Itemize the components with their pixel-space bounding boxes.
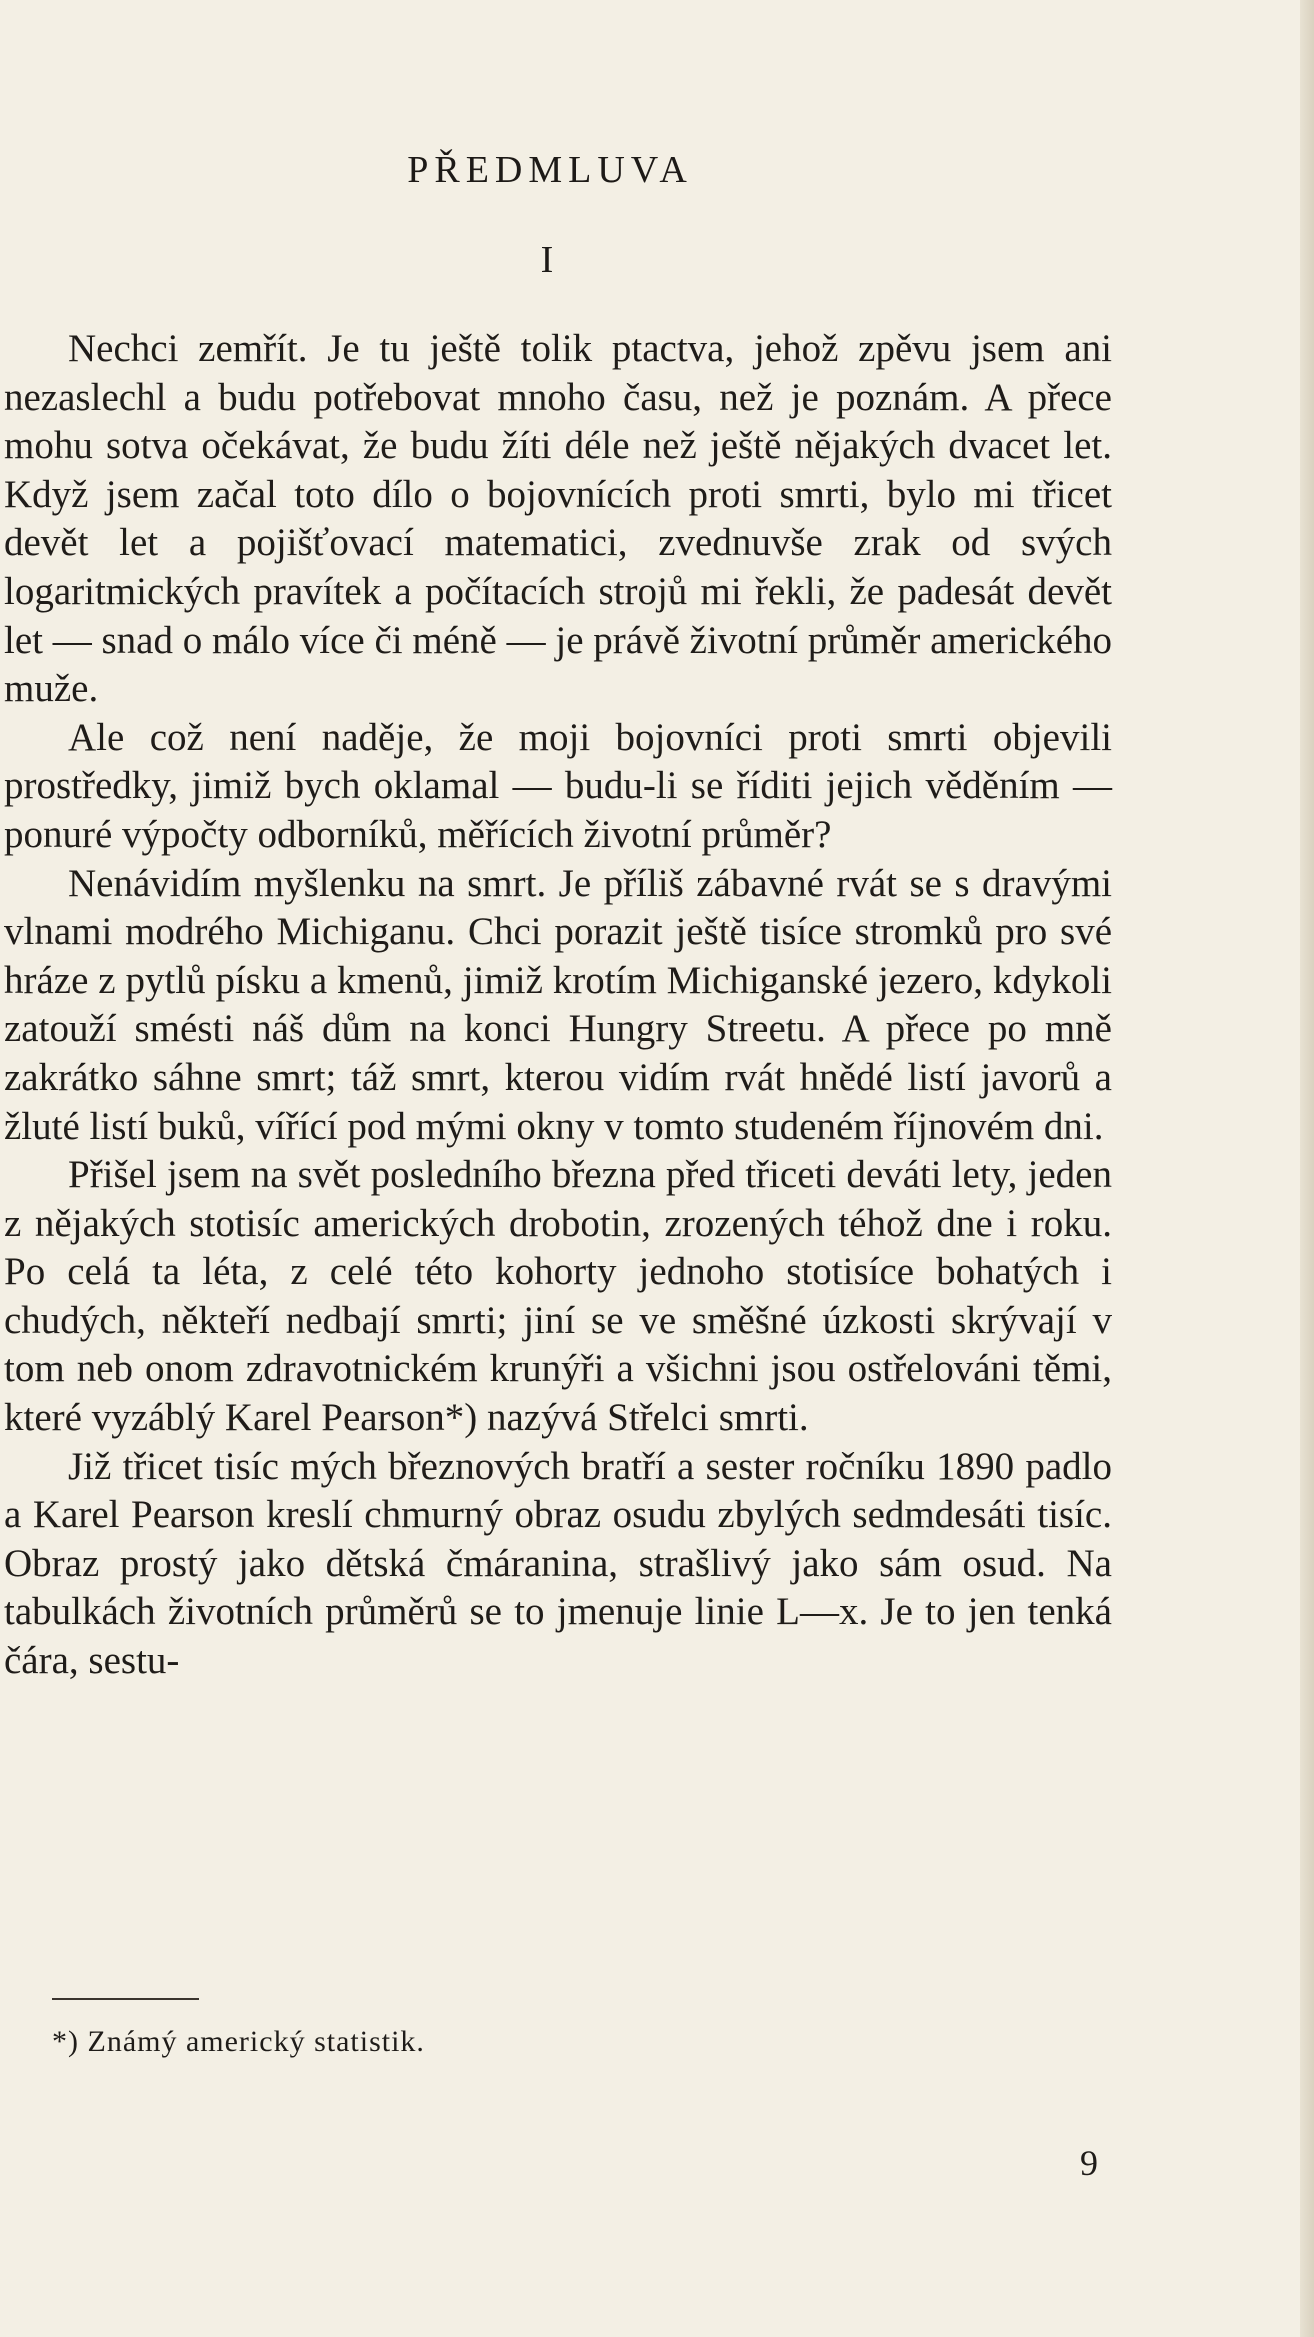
page-title: PŘEDMLUVA: [407, 149, 693, 191]
paragraph-3: Nenávidím myšlenku na smrt. Je příliš zábavné rvát se s dravými vlnami modrého Michiganu. Chci porazit ještě tisíce stromků pro své hráze z pytlů písku a kmenů, jimiž krotím Michiganské jezero, kdykoli zatouží smésti náš dům na konci Hungry Streetu. A přece po mně zakrátko sáhne smrt; táž smrt, kterou vidím rvát hnědé listí javorů a žluté listí buků, vířící pod mými okny v tomto studeném říjnovém dni.: [4, 861, 1112, 1148]
paragraph-4: Přišel jsem na svět posledního března před třiceti deváti lety, jeden z nějakých stotisíc amerických drobotin, zrozených téhož dne i roku. Po celá ta léta, z celé této kohorty jednoho stotisíce bohatých i chudých, někteří nedbají smrti; jiní se ve směšné úzkosti skrývají v tom neb onom zdravotnickém krunýři a všichni jsou ostřelováni těmi, které vyzáblý Karel Pearson*) nazývá Střelci smrti.: [4, 1153, 1112, 1440]
page-number: 9: [1080, 2143, 1098, 2183]
section-number: I: [540, 239, 560, 281]
body-text: [4, 325, 1112, 1686]
page-edge: [1300, 0, 1314, 2337]
paragraph-2: Ale což není naděje, že moji bojovníci proti smrti objevili prostředky, jimiž bych oklamal — budu-li se říditi jejich věděním — ponuré výpočty odborníků, měřících životní průměr?: [4, 715, 1112, 856]
footnote-divider: [52, 1998, 199, 2000]
paragraph-1: Nechci zemřít. Je tu ještě tolik ptactva, jehož zpěvu jsem ani nezaslechl a budu potřebovat mnoho času, než je poznám. A přece mohu sotva očekávat, že budu žíti déle než ještě nějakých dvacet let. Když jsem začal toto dílo o bojovnících proti smrti, bylo mi třicet devět let a pojišťovací matematici, zvednuvše zrak od svých logaritmických pravítek a počítacích strojů mi řekli, že padesát devět let — snad o málo více či méně — je právě životní průměr amerického muže.: [4, 327, 1112, 711]
paragraph-5: Již třicet tisíc mých březnových bratří a sester ročníku 1890 padlo a Karel Pearson kreslí chmurný obraz osudu zbylých sedmdesáti tisíc. Obraz prostý jako dětská čmáranina, strašlivý jako sám osud. Na tabulkách životních průměrů se to jmenuje linie L—x. Je to jen tenká čára, sestu-: [4, 1444, 1112, 1683]
footnote: *) Známý americký statistik.: [52, 2025, 425, 2058]
